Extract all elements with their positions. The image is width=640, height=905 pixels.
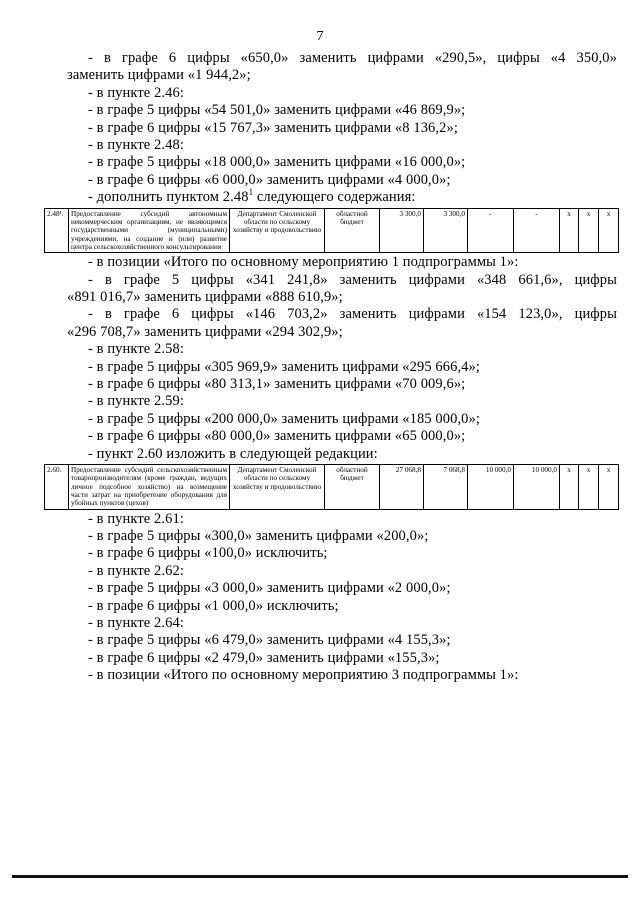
text-line: - в пункте 2.58: (88, 341, 184, 358)
text-line: - в графе 5 цифры «3 000,0» заменить цифрами «2 000,0»; (88, 580, 451, 597)
text-line: «296 708,7» заменить цифрами «294 302,9»; (67, 323, 343, 340)
text-line: - в графе 6 цифры «6 000,0» заменить цифрами «4 000,0»; (88, 171, 451, 188)
text-line: - в графе 6 цифры «100,0» исключить; (88, 545, 328, 562)
text-line: - в графе 5 цифры «54 501,0» заменить цифрами «46 869,9»; (88, 102, 466, 119)
page-number: 7 (316, 29, 324, 44)
row-mark-2: x (579, 208, 599, 252)
row-year-1: 3 300,0 (424, 208, 468, 252)
text-line: - в графе 6 цифры «146 703,2» заменить цифрами «154 123,0», цифры (88, 306, 617, 323)
row-mark-1: x (560, 208, 579, 252)
row-mark-3: x (599, 465, 619, 509)
text-line: - в позиции «Итого по основному мероприятию 3 подпрограммы 1»: (88, 667, 519, 684)
document-body (47, 50, 617, 685)
text-line: - пункт 2.60 изложить в следующей редакции: (88, 445, 378, 462)
text-line: - в позиции «Итого по основному мероприятию 1 подпрограммы 1»: (88, 254, 519, 271)
table-row (45, 208, 619, 252)
supplement-line-text: - дополнить пунктом 2.48 (88, 189, 249, 206)
row-total: 3 300,0 (380, 208, 424, 252)
text-line: - в графе 5 цифры «341 241,8» заменить цифрами «348 661,6», цифры (88, 271, 617, 288)
text-line: «891 016,7» заменить цифрами «888 610,9»; (67, 288, 343, 305)
row-year-3: 10 000,0 (514, 465, 560, 509)
text-line: - в пункте 2.46: (88, 84, 184, 101)
text-line: - в пункте 2.64: (88, 614, 184, 631)
row-year-3: - (514, 208, 560, 252)
text-line: - в графе 6 цифры «1 000,0» исключить; (88, 597, 339, 614)
text-line: - в графе 6 цифры «80 313,1» заменить цифрами «70 009,6»; (88, 375, 466, 392)
row-mark-1: x (560, 465, 579, 509)
text-line: - в пункте 2.59: (88, 393, 184, 410)
table-row (45, 465, 619, 509)
text-line: - в графе 6 цифры «650,0» заменить цифрами «290,5», цифры «4 350,0» (88, 50, 617, 66)
text-line: - в графе 5 цифры «6 479,0» заменить цифрами «4 155,3»; (88, 632, 451, 649)
superscript: 1 (248, 187, 254, 198)
row-mark-3: x (599, 208, 619, 252)
row-year-2: - (468, 208, 514, 252)
row-total: 27 068,8 (380, 465, 424, 509)
row-department: Департамент Смоленской области по сельскому хозяйству и продовольствию (230, 208, 325, 252)
text-line: - в графе 5 цифры «300,0» заменить цифрами «200,0»; (88, 527, 429, 544)
row-number: 2.48¹. (45, 208, 69, 252)
amendments-block-b (67, 254, 617, 463)
supplement-line (67, 189, 617, 206)
row-funding-source: областной бюджет (325, 208, 380, 252)
supplement-line-text-end: следующего содержания: (253, 189, 416, 206)
text-line: заменить цифрами «1 944,2»; (67, 67, 251, 84)
inserted-table-2-60 (44, 464, 619, 509)
row-department: Департамент Смоленской области по сельскому хозяйству и продовольствию (230, 465, 325, 509)
row-year-2: 10 000,0 (468, 465, 514, 509)
amendments-block-a (67, 50, 617, 189)
text-line: - в пункте 2.48: (88, 137, 184, 154)
text-line: - в пункте 2.62: (88, 562, 184, 579)
text-line: - в графе 5 цифры «305 969,9» заменить цифрами «295 666,4»; (88, 358, 481, 375)
text-line: - в графе 6 цифры «15 767,3» заменить цифрами «8 136,2»; (88, 119, 458, 136)
row-mark-2: x (579, 465, 599, 509)
row-description: Предоставление субсидий сельскохозяйственным товаропроизводителям (кроме граждан, ведущих личное подсобное хозяйство) на возмещение части затрат на приобретение оборудования для убойных пунктов (цехов) (69, 465, 230, 509)
text-line: - в графе 6 цифры «80 000,0» заменить цифрами «65 000,0»; (88, 428, 466, 445)
row-description: Предоставление субсидий автономным некоммерческим организациям, не являющимся государственными (муниципальными) учреждениями, на создание и (или) развитие центра сельскохозяйственного консультирования (69, 208, 230, 252)
text-line: - в графе 5 цифры «18 000,0» заменить цифрами «16 000,0»; (88, 154, 466, 171)
text-line: - в пункте 2.61: (88, 510, 184, 527)
footer-rule (12, 875, 628, 878)
text-line: - в графе 5 цифры «200 000,0» заменить цифрами «185 000,0»; (88, 410, 481, 427)
row-year-1: 7 068,8 (424, 465, 468, 509)
inserted-table-2-48-1 (44, 208, 619, 253)
amendments-block-c (67, 511, 617, 685)
row-funding-source: областной бюджет (325, 465, 380, 509)
text-line: - в графе 6 цифры «2 479,0» заменить цифрами «155,3»; (88, 649, 440, 666)
row-number: 2.60. (45, 465, 69, 509)
